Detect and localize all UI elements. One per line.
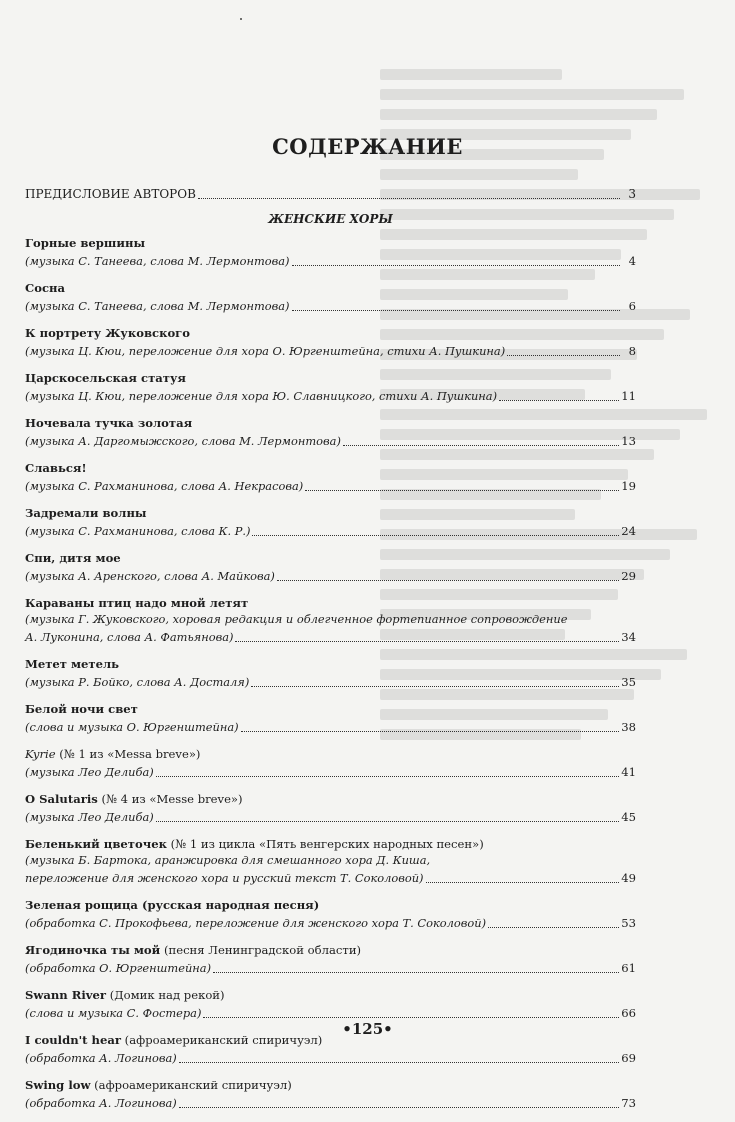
bleed-line: [380, 169, 578, 180]
entry-title: [25, 595, 636, 611]
entry-credit: (слова и музыка С. Фостера): [25, 1006, 202, 1020]
speck: [240, 18, 242, 20]
toc-entry[interactable]: [25, 701, 636, 735]
entry-title: [25, 235, 636, 251]
entry-page: 24: [621, 524, 636, 538]
entry-credit: (обработка А. Логинова): [25, 1096, 177, 1110]
leader-dots: [292, 251, 621, 266]
leader-dots: [156, 807, 620, 822]
entry-title: [25, 836, 636, 852]
bleed-line: [380, 109, 657, 120]
page-number: •125•: [342, 1020, 393, 1038]
entry-credit-line: [25, 1093, 636, 1111]
entry-credit-line: [25, 1048, 636, 1066]
entry-credit: (музыка С. Танеева, слова М. Лермонтова): [25, 254, 290, 268]
entry-credit: (музыка А. Даргомыжского, слова М. Лермонтова): [25, 434, 341, 448]
entry-title: [25, 280, 636, 296]
leader-dots: [251, 672, 619, 687]
entry-credit-line: [25, 868, 636, 886]
entry-credit: (музыка Лео Делиба): [25, 810, 154, 824]
leader-dots: [426, 868, 620, 883]
toc-entry[interactable]: [25, 897, 636, 931]
table-of-contents: [25, 184, 636, 1122]
entry-title-main: К портрету Жуковского: [25, 326, 191, 340]
entry-page: 69: [621, 1051, 636, 1065]
leader-dots: [507, 341, 620, 356]
entry-title: [25, 897, 636, 913]
entry-page: 38: [621, 720, 636, 734]
entry-title: [25, 325, 636, 341]
entry-credit-line: [25, 913, 636, 931]
leader-dots: [179, 1093, 620, 1108]
entry-page: 29: [621, 569, 636, 583]
entry-title-extra: (№ 1 из цикла «Пять венгерских народных песен»): [166, 837, 484, 851]
toc-entry[interactable]: [25, 370, 636, 404]
entry-credit-line: [25, 521, 636, 539]
leader-dots: [277, 566, 619, 581]
entry-credit-line: [25, 627, 636, 645]
toc-entry[interactable]: [25, 1077, 636, 1111]
entry-credit: (музыка С. Рахманинова, слова А. Некрасова): [25, 479, 304, 493]
leader-dots: [198, 184, 620, 199]
bleed-line: [380, 89, 684, 100]
entry-title-main: Swing low: [25, 1078, 91, 1092]
entry-credit-line: [25, 958, 636, 976]
entry-page: 53: [621, 916, 636, 930]
entry-title: [25, 370, 636, 386]
entry-title-extra: (песня Ленинградской области): [160, 943, 362, 957]
entry-page: 8: [628, 344, 636, 358]
entry-title: [25, 505, 636, 521]
entry-credit: (музыка Г. Жуковского, хоровая редакция и облегченное фортепианное сопровождение: [25, 612, 568, 626]
entry-title-main: Метет метель: [25, 657, 120, 671]
entry-title-main: Ночевала тучка золотая: [25, 416, 193, 430]
entry-title-extra: (№ 1 из «Messa breve»): [55, 747, 201, 761]
entry-title: [25, 942, 636, 958]
toc-entry[interactable]: [25, 987, 636, 1021]
entry-credit: (музыка Б. Бартока, аранжировка для смешанного хора Д. Киша,: [25, 853, 431, 867]
entry-title-main: Царскосельская статуя: [25, 371, 186, 385]
leader-dots: [499, 386, 619, 401]
entry-title: [25, 746, 636, 762]
toc-entry[interactable]: [25, 595, 636, 645]
preface-label: ПРЕДИСЛОВИЕ АВТОРОВ: [25, 187, 196, 201]
entry-title-extra: (Домик над рекой): [106, 988, 225, 1002]
entry-title-main: O Salutaris: [25, 792, 98, 806]
entry-title-extra: (афроамериканский спиричуэл): [90, 1078, 292, 1092]
entry-credit-line: [25, 386, 636, 404]
entry-credit: (музыка С. Рахманинова, слова К. Р.): [25, 524, 251, 538]
entry-page: 19: [621, 479, 636, 493]
entry-credit-line: [25, 717, 636, 735]
leader-dots: [488, 913, 619, 928]
entry-credit-line: [25, 566, 636, 584]
bleed-line: [380, 69, 562, 80]
entry-title: [25, 460, 636, 476]
entry-page: 35: [621, 675, 636, 689]
page-title: СОДЕРЖАНИЕ: [272, 134, 463, 159]
toc-entry[interactable]: [25, 791, 636, 825]
entry-title-main: Сосна: [25, 281, 66, 295]
toc-entry[interactable]: [25, 836, 636, 886]
entry-title: [25, 550, 636, 566]
leader-dots: [235, 627, 619, 642]
toc-entry[interactable]: [25, 280, 636, 314]
entry-page: 41: [621, 765, 636, 779]
entry-credit: (обработка А. Логинова): [25, 1051, 177, 1065]
entry-title: [25, 415, 636, 431]
entry-credit: (музыка С. Танеева, слова М. Лермонтова): [25, 299, 290, 313]
entry-credit: (музыка Ц. Кюи, переложение для хора О. Юргенштейна, стихи А. Пушкина): [25, 344, 506, 358]
entry-page: 6: [628, 299, 636, 313]
entry-page: 11: [621, 389, 636, 403]
leader-dots: [156, 762, 620, 777]
entry-title-main: Swann River: [25, 988, 107, 1002]
entry-title-main: Зеленая рощица (русская народная песня): [25, 898, 320, 912]
entry-title: [25, 656, 636, 672]
entry-credit-line: [25, 431, 636, 449]
entry-title-main: Белой ночи свет: [25, 702, 138, 716]
entry-credit-line: [25, 762, 636, 780]
entry-credit: (музыка Ц. Кюи, переложение для хора Ю. Славницкого, стихи А. Пушкина): [25, 389, 498, 403]
entry-credit-line: [25, 476, 636, 494]
toc-entry[interactable]: [25, 746, 636, 780]
toc-entries: [25, 235, 636, 1111]
entry-title-main: I couldn't hear: [25, 1033, 121, 1047]
toc-entry[interactable]: [25, 325, 636, 359]
leader-dots: [343, 431, 619, 446]
entry-credit-line: [25, 341, 636, 359]
entry-page: 66: [621, 1006, 636, 1020]
entry-credit-line: [25, 807, 636, 825]
entry-title: [25, 791, 636, 807]
entry-page: 4: [628, 254, 636, 268]
entry-title: [25, 701, 636, 717]
entry-credit: (обработка О. Юргенштейна): [25, 961, 212, 975]
toc-entry[interactable]: [25, 460, 636, 494]
leader-dots: [213, 958, 619, 973]
entry-credit-line: [25, 672, 636, 690]
entry-credit-line: [25, 1003, 636, 1021]
entry-title-main: Задремали волны: [25, 506, 147, 520]
entry-credit: (обработка С. Прокофьева, переложение для женского хора Т. Соколовой): [25, 916, 487, 930]
leader-dots: [292, 296, 621, 311]
entry-credit-line: [25, 251, 636, 269]
toc-entry[interactable]: [25, 942, 636, 976]
entry-title-main: Спи, дитя мое: [25, 551, 121, 565]
entry-credit: (музыка А. Аренского, слова А. Майкова): [25, 569, 275, 583]
entry-title-main: Беленький цветочек: [25, 837, 167, 851]
entry-title-main: Kyrie: [25, 747, 56, 761]
entry-page: 49: [621, 871, 636, 885]
toc-entry[interactable]: [25, 505, 636, 539]
toc-entry[interactable]: [25, 415, 636, 449]
entry-credit: А. Луконина, слова А. Фатьянова): [25, 630, 234, 644]
leader-dots: [179, 1048, 620, 1063]
entry-title-main: Горные вершины: [25, 236, 146, 250]
entry-title-extra: (№ 4 из «Messe breve»): [97, 792, 243, 806]
entry-credit-line: [25, 296, 636, 314]
leader-dots: [241, 717, 620, 732]
entry-credit: (слова и музыка О. Юргенштейна): [25, 720, 239, 734]
entry-credit: (музыка Лео Делиба): [25, 765, 154, 779]
entry-title-main: Ягодиночка ты мой: [25, 943, 161, 957]
entry-page: 61: [621, 961, 636, 975]
toc-preface[interactable]: [25, 184, 636, 202]
entry-title-main: Славься!: [25, 461, 87, 475]
preface-page: 3: [628, 187, 636, 201]
entry-page: 34: [621, 630, 636, 644]
entry-title: [25, 1077, 636, 1093]
toc-entry[interactable]: [25, 550, 636, 584]
entry-page: 13: [621, 434, 636, 448]
toc-entry[interactable]: [25, 656, 636, 690]
leader-dots: [203, 1003, 619, 1018]
entry-title-main: Караваны птиц надо мной летят: [25, 596, 249, 610]
toc-entry[interactable]: [25, 235, 636, 269]
leader-dots: [305, 476, 619, 491]
entry-credit: переложение для женского хора и русский текст Т. Соколовой): [25, 871, 424, 885]
entry-page: 45: [621, 810, 636, 824]
entry-page: 73: [621, 1096, 636, 1110]
entry-title-extra: (афроамериканский спиричуэл): [121, 1033, 323, 1047]
section-heading: ЖЕНСКИЕ ХОРЫ: [268, 212, 393, 226]
entry-credit: (музыка Р. Бойко, слова А. Досталя): [25, 675, 250, 689]
entry-title: [25, 987, 636, 1003]
leader-dots: [252, 521, 619, 536]
